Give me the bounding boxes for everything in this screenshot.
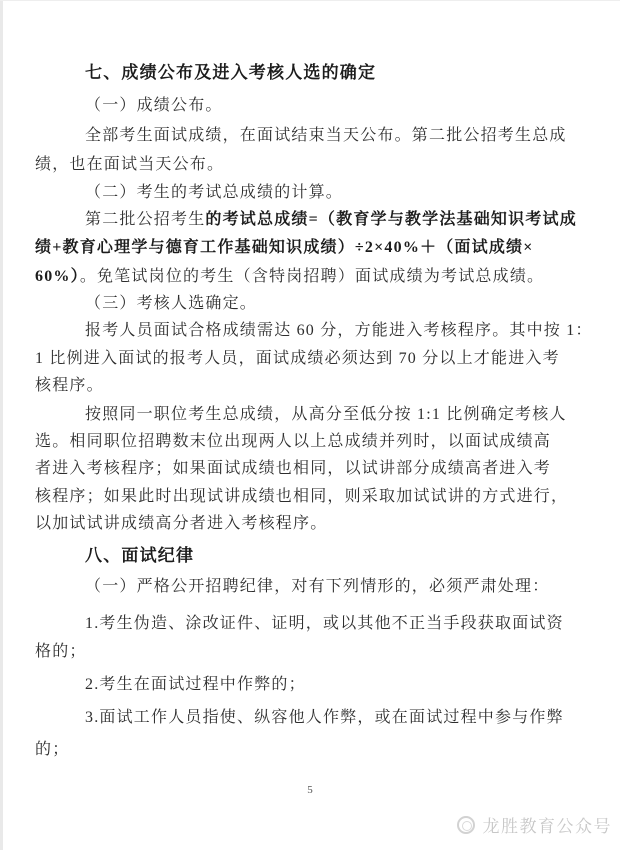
section-heading [35, 546, 620, 566]
text-line [35, 238, 595, 258]
text-line [35, 514, 595, 534]
text-line [35, 487, 595, 507]
text-segment: 七、成绩公布及进入考核人选的确定 [85, 63, 377, 82]
text-segment: 的考试总成绩=（教育学与教学法基础知识考试成 [205, 211, 577, 228]
text-segment: （一）成绩公布。 [85, 97, 223, 114]
text-segment: 第二批公招考生 [85, 211, 206, 228]
text-segment: 全部考生面试成绩，在面试结束当天公布。第二批公招考生总成 [85, 127, 567, 144]
text-segment: 绩+教育心理学与德育工作基础知识成绩）÷2×40%＋（面试成绩× [35, 239, 534, 256]
text-segment: 以加试试讲成绩高分者进入考核程序。 [35, 515, 328, 532]
text-line [35, 183, 620, 203]
text-segment: 1.考生伪造、涂改证件、证明，或以其他不正当手段获取面试资 [85, 615, 564, 632]
text-segment: 核程序；如果此时出现试讲成绩也相同，则采取加试试讲的方式进行， [35, 488, 569, 505]
text-segment: （一）严格公开招聘纪律，对有下列情形的，必须严肃处理： [85, 578, 550, 595]
scan-edge-top [0, 0, 620, 1]
text-segment: 报考人员面试合格成绩需达 60 分，方能进入考核程序。其中按 1： [85, 322, 593, 339]
text-line [35, 405, 620, 425]
text-segment: （三）考核人选确定。 [85, 295, 258, 312]
text-segment: 选。相同职位招聘数末位出现两人以上总成绩并列时，以面试成绩高 [35, 433, 552, 450]
watermark-text: 龙胜教育公众号 [482, 817, 612, 836]
text-segment: 1 比例进入面试的报考人员，面试成绩必须达到 70 分以上才能进入考 [35, 350, 560, 367]
text-segment: 的； [35, 741, 70, 758]
watermark [457, 812, 613, 837]
text-segment: 核程序。 [35, 377, 104, 394]
text-line [35, 675, 620, 695]
text-line [35, 614, 620, 634]
scan-edge-left [0, 0, 3, 850]
text-line [35, 642, 595, 662]
text-line [35, 349, 595, 369]
text-segment: 60%） [35, 268, 80, 285]
text-segment: 绩，也在面试当天公布。 [35, 156, 225, 173]
text-line [35, 577, 620, 597]
text-segment: 按照同一职位考生总成绩，从高分至低分按 1:1 比例确定考核人 [85, 406, 567, 423]
publisher-logo-icon [457, 816, 475, 834]
text-line [35, 708, 620, 728]
text-segment: 八、面试纪律 [85, 546, 195, 565]
text-line [35, 267, 595, 287]
text-line [35, 376, 595, 396]
text-segment: 3.面试工作人员指使、纵容他人作弊，或在面试过程中参与作弊 [85, 709, 564, 726]
section-heading [35, 63, 620, 83]
text-segment: （二）考生的考试总成绩的计算。 [85, 184, 344, 201]
text-segment: 。免笔试岗位的考生（含特岗招聘）面试成绩为考试总成绩。 [79, 268, 545, 285]
page-number: 5 [307, 784, 313, 796]
text-line [35, 432, 595, 452]
text-line [35, 126, 620, 146]
text-line [35, 321, 620, 341]
text-segment: 2.考生在面试过程中作弊的； [85, 676, 306, 693]
text-line [35, 155, 595, 175]
text-line [35, 459, 595, 479]
text-line [35, 294, 620, 314]
text-segment: 格的； [35, 643, 87, 660]
text-line [35, 740, 595, 760]
text-line [35, 210, 620, 230]
text-line [35, 96, 620, 116]
text-segment: 者进入考核程序；如果面试成绩也相同，以试讲部分成绩高者进入考 [35, 460, 552, 477]
